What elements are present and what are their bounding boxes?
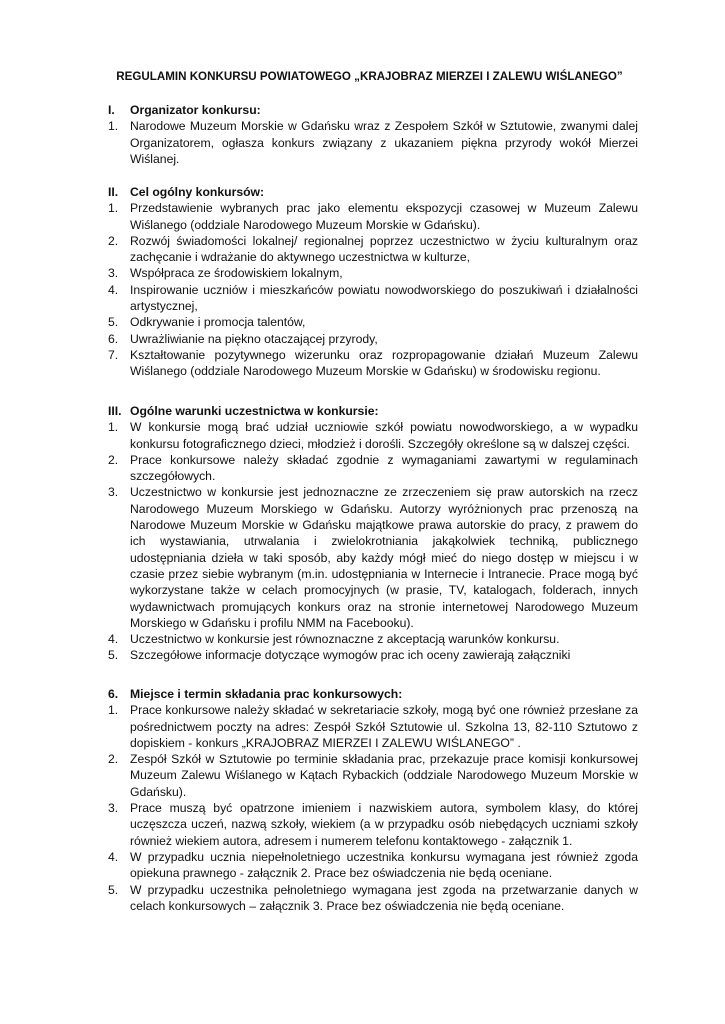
item-text: Uwrażliwianie na piękno otaczającej przyrody,	[130, 331, 378, 346]
section-title: Cel ogólny konkursów:	[130, 185, 265, 199]
list-item	[108, 882, 638, 915]
item-number: 5.	[108, 315, 119, 330]
item-number: 7.	[108, 347, 119, 362]
list-item	[108, 452, 638, 485]
item-number: 1.	[108, 201, 119, 216]
item-number: 4.	[108, 282, 119, 297]
section-organizer	[108, 102, 638, 167]
item-text: Odkrywanie i promocja talentów,	[130, 315, 306, 330]
section-title: Ogólne warunki uczestnictwa w konkursie:	[130, 404, 379, 418]
section-heading	[108, 102, 638, 118]
list-item	[108, 647, 638, 663]
list-item	[108, 347, 638, 380]
list-item	[108, 800, 638, 849]
section-conditions	[108, 403, 638, 664]
list-item	[108, 631, 638, 647]
item-number: 1.	[108, 420, 119, 435]
item-number: 4.	[108, 849, 119, 864]
list-item	[108, 751, 638, 800]
item-number: 1.	[108, 703, 119, 718]
item-number: 3.	[108, 485, 119, 500]
item-number: 6.	[108, 331, 119, 346]
item-text: Kształtowanie pozytywnego wizerunku oraz rozpropagowanie działań Muzeum Zalewu Wiślanego (oddziale Narodowego Muzeum Morskie w Gdańsku) w środowisku regionu.	[130, 347, 638, 379]
section-number: I.	[108, 103, 115, 117]
item-text: Inspirowanie uczniów i mieszkańców powiatu nowodworskiego do poszukiwań i działalności artystycznej,	[130, 282, 638, 314]
item-number: 4.	[108, 632, 119, 647]
item-text: Uczestnictwo w konkursie jest jednoznaczne ze zrzeczeniem się praw autorskich na rzecz Narodowego Muzeum Morskiego w Gdańsku. Autorzy wyróżnionych prac przenoszą na Narodowe Muzeum Morskie w Gdańsku majątkowe prawa autorskie do pracy, z prawem do ich wystawiania, utrwalania i zwielokrotniania jakąkolwiek techniką, publicznego udostępniania dzieła w taki sposób, aby każdy mógł mieć do niego dostęp w miejscu i w czasie przez siebie wybranym (m.in. udostępniania w Internecie i Intranecie. Prace mogą być wykorzystane także w celach promocyjnych (w prasie, TV, katalogach, folderach, innych wydawnictwach promujących konkurs oraz na stronie internetowej Narodowego Muzeum Morskiego w Gdańsku i profilu NMM na Facebooku).	[130, 485, 638, 630]
list-item	[108, 265, 638, 281]
item-text: Przedstawienie wybranych prac jako elementu ekspozycji czasowej w Muzeum Zalewu Wiślanego (oddziale Narodowego Muzeum Morskie w Gdańsku).	[130, 201, 638, 232]
item-text: W przypadku ucznia niepełnoletniego uczestnika konkursu wymagana jest również zgoda opiekuna prawnego - załącznik 2. Prace bez oświadczenia nie będą oceniane.	[130, 849, 638, 881]
item-text: Szczegółowe informacje dotyczące wymogów prac ich oceny zawierają załączniki	[130, 648, 571, 663]
item-number: 3.	[108, 266, 119, 281]
section-number: II.	[108, 185, 119, 199]
section-heading	[108, 403, 638, 419]
item-text: Rozwój świadomości lokalnej/ regionalnej poprzez uczestnictwo w życiu kulturalnym oraz zachęcanie i wdrażanie do aktywnego uczestnictwa w kulturze,	[130, 233, 638, 265]
item-number: 3.	[108, 801, 119, 816]
list-item	[108, 331, 638, 347]
item-text: Narodowe Muzeum Morskie w Gdańsku wraz z Zespołem Szkół w Sztutowie, zwanymi dalej Organizatorem, ogłasza konkurs związany z ukazaniem piękna przyrody wokół Mierzei Wiślanej.	[130, 119, 638, 166]
item-text: Współpraca ze środowiskiem lokalnym,	[130, 266, 343, 281]
list-item	[108, 233, 638, 266]
list-item	[108, 702, 638, 751]
item-number: 5.	[108, 648, 119, 663]
item-text: Uczestnictwo w konkursie jest równoznaczne z akceptacją warunków konkursu.	[130, 632, 560, 647]
list-item	[108, 118, 638, 167]
document-title: REGULAMIN KONKURSU POWIATOWEGO „KRAJOBRAZ MIERZEI I ZALEWU WIŚLANEGO”	[116, 70, 623, 83]
item-text: Prace muszą być opatrzone imieniem i nazwiskiem autora, symbolem klasy, do której uczęszcza uczeń, nazwą szkoły, wiekiem (a w przypadku osób niebędących uczniami szkoły również wiekiem autora, adresem i numerem telefonu kontaktowego - załącznik 1.	[130, 801, 638, 848]
list-item	[108, 419, 638, 452]
section-heading	[108, 184, 638, 200]
item-text: Prace konkursowe należy składać zgodnie z wymaganiami zawartymi w regulaminach szczegółowych.	[130, 452, 638, 484]
section-number: 6.	[108, 687, 119, 701]
list-item	[108, 484, 638, 631]
item-number: 1.	[108, 119, 119, 134]
section-number: III.	[108, 404, 122, 418]
section-title: Miejsce i termin składania prac konkursowych:	[130, 687, 403, 701]
item-number: 2.	[108, 452, 119, 467]
item-text: W konkursie mogą brać udział uczniowie szkół powiatu nowodworskiego, a w wypadku konkursu fotograficznego dzieci, młodzież i dorośli. Szczegóły określone są w dalszej części.	[130, 420, 638, 451]
section-title: Organizator konkursu:	[130, 103, 261, 117]
list-item	[108, 282, 638, 315]
list-item	[108, 314, 638, 330]
item-number: 5.	[108, 882, 119, 897]
section-submission	[108, 686, 638, 914]
section-heading	[108, 686, 638, 702]
item-text: W przypadku uczestnika pełnoletniego wymagana jest zgoda na przetwarzanie danych w celach konkursowych – załącznik 3. Prace bez oświadczenia nie będą oceniane.	[130, 882, 638, 913]
item-text: Prace konkursowe należy składać w sekretariacie szkoły, mogą być one również przesłane za pośrednictwem poczty na adres: Zespół Szkół Sztutowie ul. Szkolna 13, 82-110 Sztutowo z dopiskiem - konkurs „KRAJOBRAZ MIERZEI I ZALEWU WIŚLANEGO” .	[130, 703, 638, 750]
item-number: 2.	[108, 752, 119, 767]
section-goals	[108, 184, 638, 380]
list-item	[108, 200, 638, 233]
item-text: Zespół Szkół w Sztutowie po terminie składania prac, przekazuje prace komisji konkursowej Muzeum Zalewu Wiślanego w Kątach Rybackich (oddziale Narodowego Muzeum Morskie w Gdańsku).	[130, 752, 638, 799]
item-number: 2.	[108, 233, 119, 248]
list-item	[108, 849, 638, 882]
